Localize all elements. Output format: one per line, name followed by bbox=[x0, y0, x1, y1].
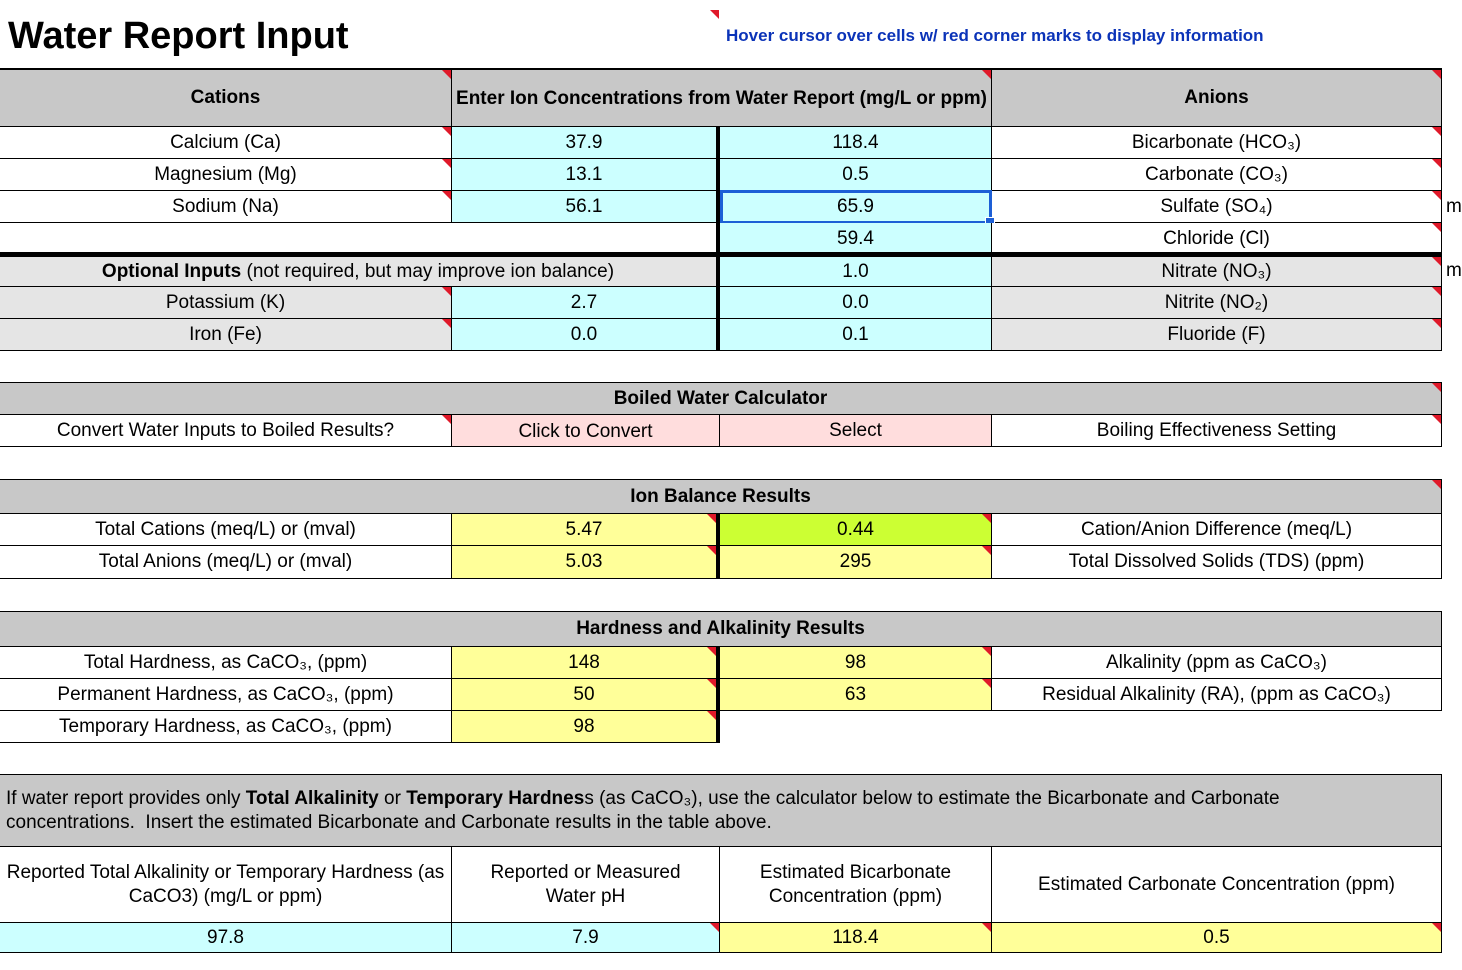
total-cations-label: Total Cations (meq/L) or (mval) bbox=[0, 514, 452, 546]
estimator-note-text: If water report provides only Total Alkalinity or Temporary Hardness (as CaCO₃), use the calculator below to estimate the Bicarbonate and Carbonate concentrations. Insert the estimated Bicarbonate and Carbonate results in the table above. bbox=[6, 787, 1285, 833]
water-ph-input[interactable]: 7.9 bbox=[452, 923, 720, 953]
calcium-input[interactable]: 37.9 bbox=[452, 127, 720, 159]
total-anions-label: Total Anions (meq/L) or (mval) bbox=[0, 546, 452, 579]
page-title: Water Report Input bbox=[8, 15, 349, 57]
cation-label: Sodium (Na) bbox=[0, 191, 452, 223]
estimated-carbonate-value[interactable]: 0.5 bbox=[992, 923, 1442, 953]
convert-button[interactable]: Click to Convert bbox=[452, 415, 720, 447]
permanent-hardness-label: Permanent Hardness, as CaCO₃, (ppm) bbox=[0, 679, 452, 711]
cation-anion-difference-label: Cation/Anion Difference (meq/L) bbox=[992, 514, 1442, 546]
empty-cell bbox=[0, 223, 720, 255]
cation-label: Magnesium (Mg) bbox=[0, 159, 452, 191]
anion-label: Bicarbonate (HCO₃) bbox=[992, 127, 1442, 159]
residual-alkalinity-label: Residual Alkalinity (RA), (ppm as CaCO₃) bbox=[992, 679, 1442, 711]
water-ph-header: Reported or Measured Water pH bbox=[452, 847, 720, 923]
estimated-bicarbonate-value[interactable]: 118.4 bbox=[720, 923, 992, 953]
reported-alkalinity-header: Reported Total Alkalinity or Temporary Hardness (as CaCO3) (mg/L or ppm) bbox=[0, 847, 452, 923]
cation-label: Potassium (K) bbox=[0, 287, 452, 319]
fluoride-input[interactable]: 0.1 bbox=[720, 319, 992, 351]
optional-inputs-bold: Optional Inputs bbox=[101, 260, 242, 282]
residual-alkalinity-value[interactable]: 63 bbox=[720, 679, 992, 711]
selected-cell-outline bbox=[720, 190, 992, 224]
hardness-title: Hardness and Alkalinity Results bbox=[0, 612, 1442, 647]
header-concentrations[interactable]: Enter Ion Concentrations from Water Report (mg/L or ppm) bbox=[452, 70, 992, 127]
anion-label: Sulfate (SO₄) bbox=[992, 191, 1442, 223]
nitrite-input[interactable]: 0.0 bbox=[720, 287, 992, 319]
clipped-text: m bbox=[1446, 196, 1462, 217]
clipped-text: m bbox=[1446, 260, 1462, 281]
permanent-hardness-value[interactable]: 50 bbox=[452, 679, 720, 711]
header-anions[interactable]: Anions bbox=[992, 70, 1442, 127]
estimated-carbonate-header: Estimated Carbonate Concentration (ppm) bbox=[992, 847, 1442, 923]
anion-label: Fluoride (F) bbox=[992, 319, 1442, 351]
magnesium-input[interactable]: 13.1 bbox=[452, 159, 720, 191]
anion-label: Carbonate (CO₃) bbox=[992, 159, 1442, 191]
anion-label: Nitrite (NO₂) bbox=[992, 287, 1442, 319]
total-hardness-label: Total Hardness, as CaCO₃, (ppm) bbox=[0, 647, 452, 679]
cation-label: Calcium (Ca) bbox=[0, 127, 452, 159]
header-cations[interactable]: Cations bbox=[0, 70, 452, 127]
optional-inputs-note: (not required, but may improve ion balance) bbox=[241, 260, 615, 282]
anion-label: Chloride (Cl) bbox=[992, 223, 1442, 255]
tds-label: Total Dissolved Solids (TDS) (ppm) bbox=[992, 546, 1442, 579]
boiling-effectiveness-label: Boiling Effectiveness Setting bbox=[992, 415, 1442, 447]
total-anions-value[interactable]: 5.03 bbox=[452, 546, 720, 579]
estimator-instructions bbox=[0, 775, 1442, 847]
iron-input[interactable]: 0.0 bbox=[452, 319, 720, 351]
nitrate-input[interactable]: 1.0 bbox=[720, 257, 992, 287]
estimated-bicarbonate-header: Estimated Bicarbonate Concentration (ppm) bbox=[720, 847, 992, 923]
boiled-calculator-title: Boiled Water Calculator bbox=[0, 383, 1442, 415]
total-cations-value[interactable]: 5.47 bbox=[452, 514, 720, 546]
cation-label: Iron (Fe) bbox=[0, 319, 452, 351]
total-hardness-value[interactable]: 148 bbox=[452, 647, 720, 679]
reported-alkalinity-input[interactable]: 97.8 bbox=[0, 923, 452, 953]
convert-question: Convert Water Inputs to Boiled Results? bbox=[0, 415, 452, 447]
carbonate-input[interactable]: 0.5 bbox=[720, 159, 992, 191]
sulfate-input[interactable]: 65.9 bbox=[720, 191, 992, 223]
ion-balance-title: Ion Balance Results bbox=[0, 480, 1442, 514]
hover-hint: Hover cursor over cells w/ red corner marks to display information bbox=[726, 26, 1264, 45]
anion-label: Nitrate (NO₃) bbox=[992, 257, 1442, 287]
alkalinity-label: Alkalinity (ppm as CaCO₃) bbox=[992, 647, 1442, 679]
temporary-hardness-label: Temporary Hardness, as CaCO₃, (ppm) bbox=[0, 711, 452, 743]
tds-value[interactable]: 295 bbox=[720, 546, 992, 579]
cation-anion-difference-value[interactable]: 0.44 bbox=[720, 514, 992, 546]
sodium-input[interactable]: 56.1 bbox=[452, 191, 720, 223]
alkalinity-value[interactable]: 98 bbox=[720, 647, 992, 679]
chloride-input[interactable]: 59.4 bbox=[720, 223, 992, 255]
bicarbonate-input[interactable]: 118.4 bbox=[720, 127, 992, 159]
optional-inputs-label bbox=[0, 257, 720, 287]
potassium-input[interactable]: 2.7 bbox=[452, 287, 720, 319]
boil-setting-select[interactable]: Select bbox=[720, 415, 992, 447]
temporary-hardness-value[interactable]: 98 bbox=[452, 711, 720, 743]
